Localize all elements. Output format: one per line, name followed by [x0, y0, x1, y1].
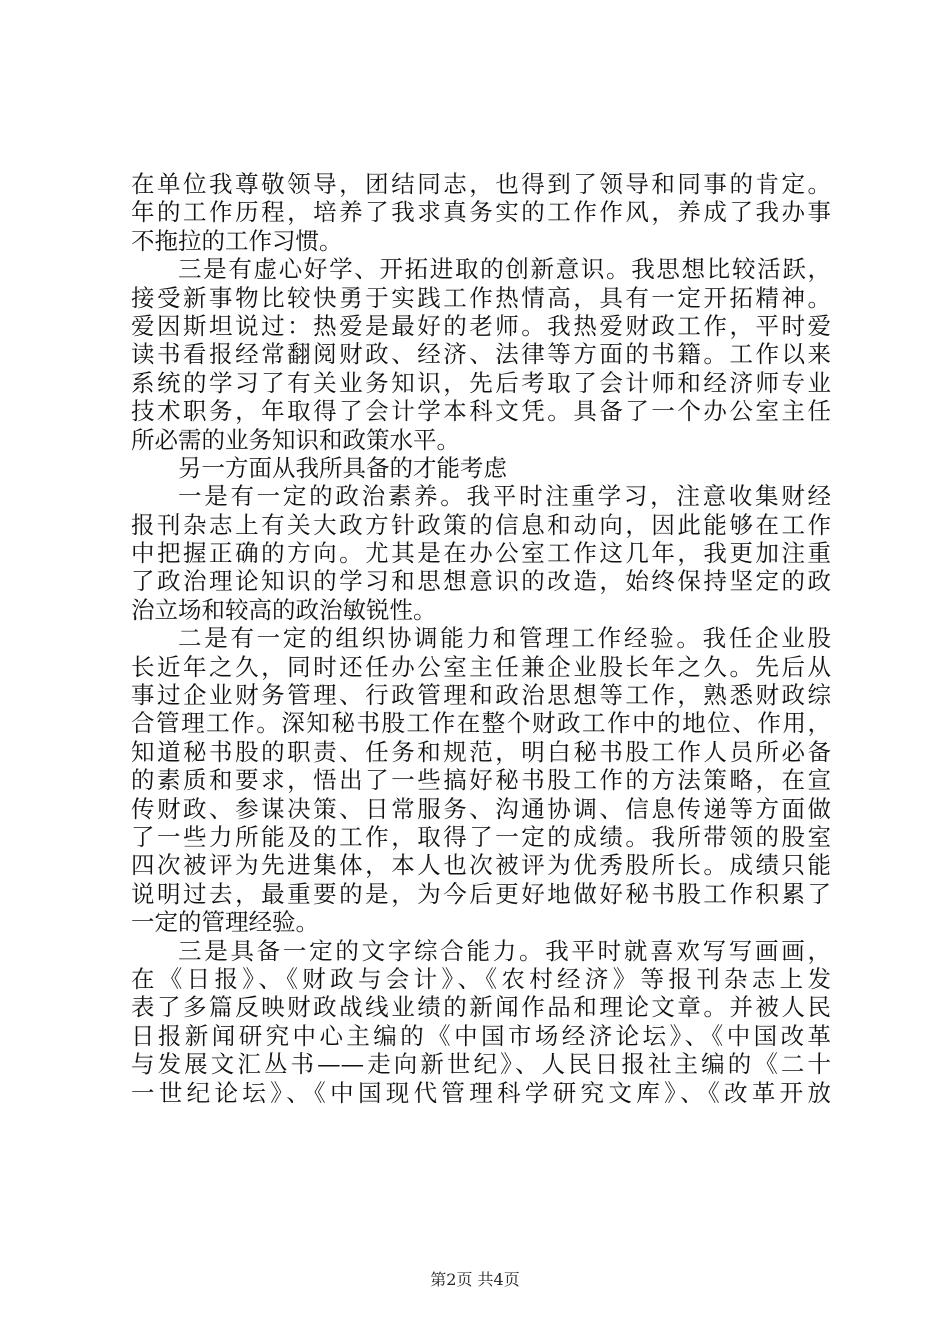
text-line: 读书看报经常翻阅财政、经济、法律等方面的书籍。工作以来	[131, 340, 831, 369]
text-line: 不拖拉的工作习惯。	[131, 226, 343, 255]
page-footer: 第2页 共4页	[430, 1270, 520, 1289]
text-line: 三是具备一定的文字综合能力。我平时就喜欢写写画画，	[178, 936, 831, 965]
text-line: 表了多篇反映财政战线业绩的新闻作品和理论文章。并被人民	[131, 993, 831, 1022]
text-line: 一是有一定的政治素养。我平时注重学习，注意收集财经	[178, 482, 831, 511]
text-line: 治立场和较高的政治敏锐性。	[131, 595, 437, 624]
text-line: 另一方面从我所具备的才能考虑	[178, 453, 507, 482]
text-line: 日报新闻研究中心主编的《中国市场经济论坛》、《中国改革	[131, 1021, 831, 1050]
text-line: 四次被评为先进集体，本人也次被评为优秀股所长。成绩只能	[131, 851, 831, 880]
text-line: 年的工作历程，培养了我求真务实的工作作风，养成了我办事	[131, 198, 831, 227]
text-line: 说明过去，最重要的是，为今后更好地做好秘书股工作积累了	[131, 879, 831, 908]
text-line: 中把握正确的方向。尤其是在办公室工作这几年，我更加注重	[131, 539, 831, 568]
text-line: 爱因斯坦说过：热爱是最好的老师。我热爱财政工作，平时爱	[131, 311, 831, 340]
text-line: 二是有一定的组织协调能力和管理工作经验。我任企业股	[178, 624, 831, 653]
text-line: 技术职务，年取得了会计学本科文凭。具备了一个办公室主任	[131, 397, 831, 426]
text-line: 合管理工作。深知秘书股工作在整个财政工作中的地位、作用，	[131, 709, 831, 738]
text-line: 与发展文汇丛书——走向新世纪》、人民日报社主编的《二十	[131, 1050, 831, 1079]
text-line: 的素质和要求，悟出了一些搞好秘书股工作的方法策略，在宣	[131, 766, 831, 795]
text-line: 了一些力所能及的工作，取得了一定的成绩。我所带领的股室	[131, 822, 831, 851]
text-line: 在单位我尊敬领导，团结同志，也得到了领导和同事的肯定。	[131, 170, 831, 198]
text-line: 知道秘书股的职责、任务和规范，明白秘书股工作人员所必备	[131, 737, 831, 766]
text-line: 一世纪论坛》、《中国现代管理科学研究文库》、《改革开放	[131, 1078, 831, 1107]
text-line: 报刊杂志上有关大政方针政策的信息和动向，因此能够在工作	[131, 510, 831, 539]
text-line: 了政治理论知识的学习和思想意识的改造，始终保持坚定的政	[131, 567, 831, 596]
text-line: 一定的管理经验。	[131, 908, 319, 937]
text-line: 系统的学习了有关业务知识，先后考取了会计师和经济师专业	[131, 368, 831, 397]
text-line: 所必需的业务知识和政策水平。	[131, 425, 460, 454]
text-line: 三是有虚心好学、开拓进取的创新意识。我思想比较活跃，	[178, 255, 831, 284]
text-line: 传财政、参谋决策、日常服务、沟通协调、信息传递等方面做	[131, 794, 831, 823]
text-line: 长近年之久，同时还任办公室主任兼企业股长年之久。先后从	[131, 652, 831, 681]
text-line: 在《日报》、《财政与会计》、《农村经济》等报刊杂志上发	[131, 964, 831, 993]
text-line: 接受新事物比较快勇于实践工作热情高，具有一定开拓精神。	[131, 283, 831, 312]
body-text	[131, 170, 831, 1107]
text-line: 事过企业财务管理、行政管理和政治思想等工作，熟悉财政综	[131, 681, 831, 710]
